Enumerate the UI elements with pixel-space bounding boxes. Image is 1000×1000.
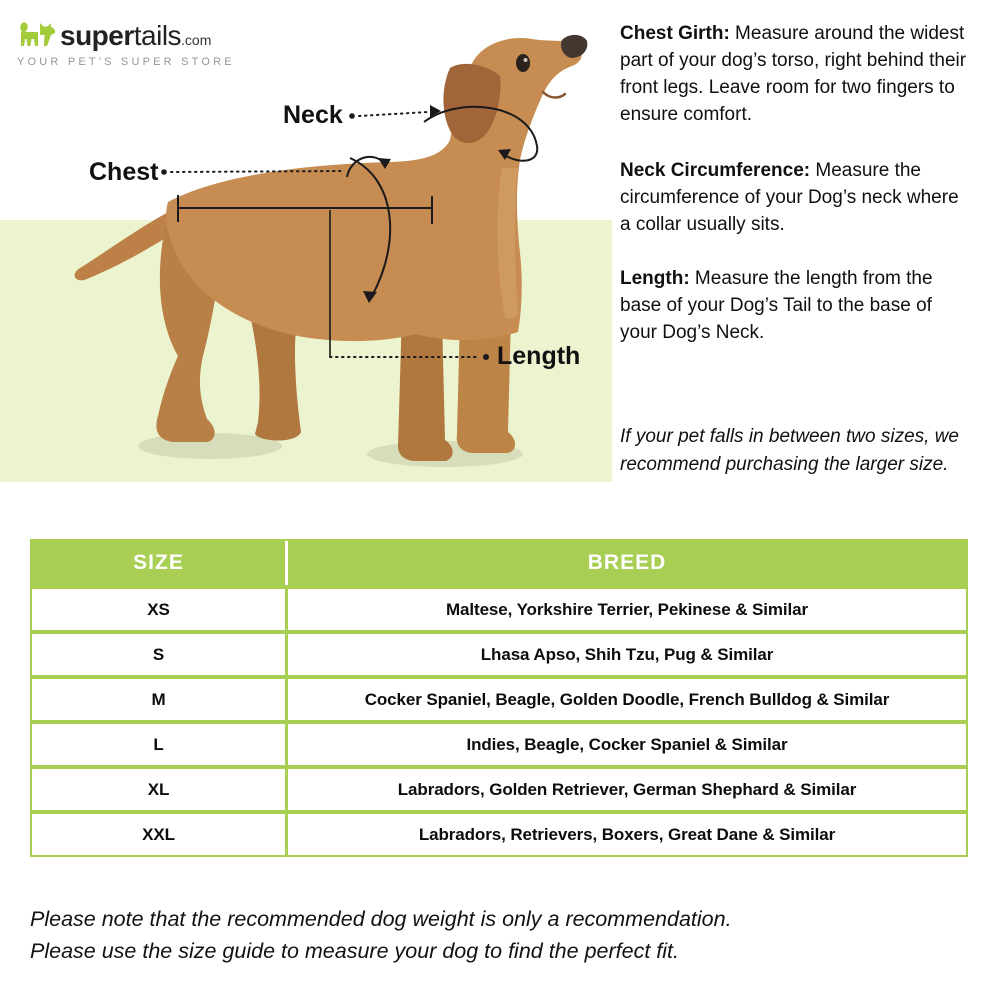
chest-girth-text: Measure around the widest part of your dog’s torso, right behind their front legs. Leave room for two fingers to ensure comfort.	[620, 23, 967, 126]
chest-girth-label: Chest Girth:	[620, 23, 730, 44]
footer-line-1: Please note that the recommended dog weight is only a recommendation.	[30, 907, 732, 931]
breed-cell: Labradors, Golden Retriever, German Shephard & Similar	[397, 779, 857, 799]
neck-circumference-instruction	[620, 157, 972, 238]
footer-disclaimer	[30, 903, 732, 968]
neck-circumference-label: Neck Circumference:	[620, 160, 811, 181]
size-cell: S	[32, 634, 288, 675]
dog-illustration	[50, 18, 610, 488]
table-row	[32, 720, 966, 765]
size-column-header: SIZE	[32, 541, 288, 585]
length-instruction-label: Length:	[620, 268, 690, 289]
chest-label: Chest	[89, 158, 159, 186]
size-breed-table	[30, 539, 968, 857]
length-instruction	[620, 265, 972, 346]
supertails-logo	[17, 16, 235, 68]
neck-label: Neck	[283, 101, 343, 129]
between-sizes-note: If your pet falls in between two sizes, we recommend purchasing the larger size.	[620, 426, 959, 475]
size-cell: XXL	[32, 814, 288, 855]
table-row	[32, 630, 966, 675]
size-cell: XS	[32, 589, 288, 630]
size-cell: L	[32, 724, 288, 765]
footer-line-2: Please use the size guide to measure your dog to find the perfect fit.	[30, 939, 679, 964]
size-cell: XL	[32, 769, 288, 810]
breed-cell: Labradors, Retrievers, Boxers, Great Dane & Similar	[418, 824, 836, 844]
table-row	[32, 765, 966, 810]
length-instruction-text: Measure the length from the base of your Dog’s Tail to the base of your Dog’s Neck.	[620, 268, 933, 344]
brand-tld-text: .com	[181, 32, 212, 48]
brand-bold-text: super	[60, 20, 134, 51]
breed-cell: Indies, Beagle, Cocker Spaniel & Similar	[466, 734, 788, 754]
breed-cell: Maltese, Yorkshire Terrier, Pekinese & Similar	[445, 599, 809, 619]
length-label: Length	[497, 342, 581, 370]
table-row	[32, 585, 966, 630]
brand-light-text: tails	[133, 20, 182, 51]
breed-cell: Cocker Spaniel, Beagle, Golden Doodle, French Bulldog & Similar	[364, 689, 890, 709]
breed-column-header: BREED	[587, 551, 667, 574]
neck-circumference-text: Measure the circumference of your Dog’s neck where a collar usually sits.	[620, 160, 959, 236]
table-row	[32, 810, 966, 855]
chest-girth-instruction	[620, 20, 972, 129]
breed-cell: Lhasa Apso, Shih Tzu, Pug & Similar	[480, 644, 774, 664]
size-cell: M	[32, 679, 288, 720]
table-row	[32, 675, 966, 720]
table-header-row	[32, 541, 966, 585]
brand-tagline: YOUR PET'S SUPER STORE	[17, 56, 235, 68]
logo-dog-icon	[17, 16, 57, 52]
brand-wordmark	[60, 20, 211, 52]
